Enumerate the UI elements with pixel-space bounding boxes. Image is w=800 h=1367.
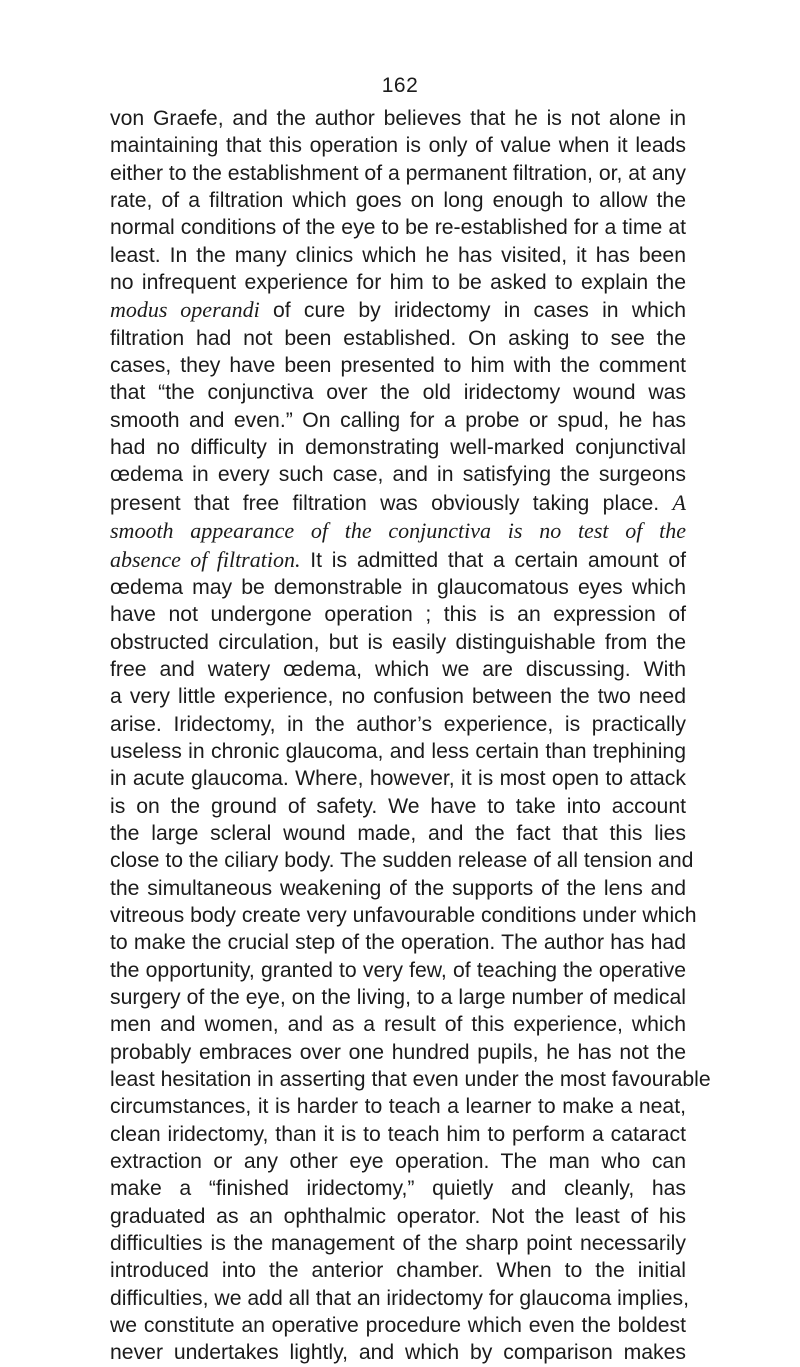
text-line	[110, 214, 686, 241]
text-line	[110, 132, 686, 159]
text-run: is on the ground of safety. We have to take into account	[110, 794, 686, 818]
text-line	[110, 629, 686, 656]
text-run: œdema may be demonstrable in glaucomatous eyes which	[110, 575, 686, 599]
text-line	[110, 517, 686, 545]
text-run: close to the ciliary body. The sudden release of all tension and	[110, 849, 694, 873]
text-run: to make the crucial step of the operation. The author has had	[110, 931, 686, 955]
text-run: introduced into the anterior chamber. When to the initial	[110, 1259, 686, 1283]
text-line	[110, 160, 686, 187]
text-run: have not undergone operation ; this is an expression of	[110, 603, 686, 627]
text-line	[110, 296, 686, 324]
text-run: graduated as an ophthalmic operator. Not the least of his	[110, 1204, 686, 1228]
text-run: maintaining that this operation is only of value when it leads	[110, 134, 686, 158]
text-line	[110, 847, 694, 874]
text-run: arise. Iridectomy, in the author’s experience, is practically	[110, 712, 686, 736]
text-line	[110, 379, 686, 406]
text-line	[110, 957, 686, 984]
text-run: least. In the many clinics which he has visited, it has been	[110, 243, 686, 267]
text-run: difficulties is the management of the sharp point necessarily	[110, 1232, 686, 1256]
text-run: rate, of a filtration which goes on long enough to allow the	[110, 189, 686, 213]
text-line	[110, 711, 686, 738]
text-line	[110, 1203, 686, 1230]
text-run: filtration had not been established. On asking to see the	[110, 326, 686, 350]
text-run: of cure by iridectomy in cases in which	[259, 299, 686, 323]
text-line	[110, 325, 686, 352]
text-line	[110, 1148, 686, 1175]
text-run: vitreous body create very unfavourable conditions under which	[110, 903, 697, 927]
text-run: the opportunity, granted to very few, of teaching the operative	[110, 958, 686, 982]
text-run: no infrequent experience for him to be asked to explain the	[110, 271, 686, 295]
text-line	[110, 434, 686, 461]
text-line	[110, 1257, 686, 1284]
text-line	[110, 1339, 686, 1366]
text-run: extraction or any other eye operation. The man who can	[110, 1150, 686, 1174]
text-line	[110, 352, 686, 379]
text-line	[110, 1312, 686, 1339]
text-line	[110, 1039, 686, 1066]
text-line	[110, 875, 686, 902]
text-line	[110, 546, 686, 574]
text-line	[110, 1121, 686, 1148]
text-run: that “the conjunctiva over the old iridectomy wound was	[110, 381, 686, 405]
text-run: surgery of the eye, on the living, to a large number of medical	[110, 986, 686, 1009]
body-paragraph	[110, 105, 711, 1367]
text-run: make a “finished iridectomy,” quietly and cleanly, has	[110, 1177, 686, 1201]
text-run: a very little experience, no confusion between the two need	[110, 685, 686, 709]
text-run: the large scleral wound made, and the fact that this lies	[110, 821, 686, 845]
text-line	[110, 1175, 686, 1202]
text-line	[110, 1093, 686, 1120]
text-line	[110, 765, 686, 792]
text-run: men and women, and as a result of this experience, which	[110, 1013, 686, 1037]
text-line	[110, 242, 686, 269]
text-run: never undertakes lightly, and which by comparison makes	[110, 1341, 686, 1365]
italic-text: smooth appearance of the conjunctiva is no test of the	[110, 518, 686, 544]
text-run: clean iridectomy, than it is to teach him to perform a cataract	[110, 1122, 686, 1146]
text-line	[110, 601, 686, 628]
text-line	[110, 656, 686, 683]
text-run: had no difficulty in demonstrating well-marked conjunctival	[110, 436, 686, 460]
text-run: either to the establishment of a permanent filtration, or, at any	[110, 161, 686, 185]
text-run: obstructed circulation, but is easily distinguishable from the	[110, 630, 686, 654]
text-line	[110, 187, 686, 214]
text-line	[110, 1011, 686, 1038]
text-line	[110, 984, 686, 1011]
text-run: œdema in every such case, and in satisfying the surgeons	[110, 463, 686, 487]
text-run: von Graefe, and the author believes that he is not alone in	[110, 107, 686, 130]
text-run: present that free filtration was obviously taking place.	[110, 491, 673, 515]
text-line	[110, 820, 686, 847]
text-line	[110, 269, 686, 296]
text-line	[110, 489, 686, 517]
text-line	[110, 1230, 686, 1257]
text-line	[110, 461, 686, 488]
text-run: circumstances, it is harder to teach a learner to make a neat,	[110, 1095, 686, 1119]
text-line	[110, 105, 686, 132]
italic-text: absence of filtration.	[110, 546, 301, 572]
text-run: useless in chronic glaucoma, and less certain than trephining	[110, 739, 686, 763]
text-run: free and watery œdema, which we are discussing. With	[110, 657, 686, 681]
text-run: the simultaneous weakening of the supports of the lens and	[110, 876, 686, 900]
text-run: normal conditions of the eye to be re-established for a time at	[110, 216, 686, 240]
text-line	[110, 683, 686, 710]
text-run: It is admitted that a certain amount of	[300, 548, 686, 572]
text-run: least hesitation in asserting that even under the most favourable	[110, 1068, 711, 1092]
text-line	[110, 902, 697, 929]
italic-text: modus operandi	[110, 297, 260, 323]
text-run: probably embraces over one hundred pupils, he has not the	[110, 1040, 686, 1064]
text-run: cases, they have been presented to him with the comment	[110, 354, 686, 378]
text-line	[110, 793, 686, 820]
text-line	[110, 407, 686, 434]
text-line	[110, 574, 686, 601]
text-run: we constitute an operative procedure which even the boldest	[110, 1314, 686, 1338]
text-line	[110, 738, 686, 765]
page-number: 162	[381, 74, 419, 97]
text-run: difficulties, we add all that an iridectomy for glaucoma implies,	[110, 1286, 690, 1310]
text-run: in acute glaucoma. Where, however, it is most open to attack	[110, 767, 686, 791]
text-line	[110, 929, 686, 956]
italic-text: A	[672, 489, 686, 515]
text-line	[110, 1285, 690, 1312]
text-line	[110, 1066, 711, 1093]
text-run: smooth and even.” On calling for a probe or spud, he has	[110, 408, 686, 432]
